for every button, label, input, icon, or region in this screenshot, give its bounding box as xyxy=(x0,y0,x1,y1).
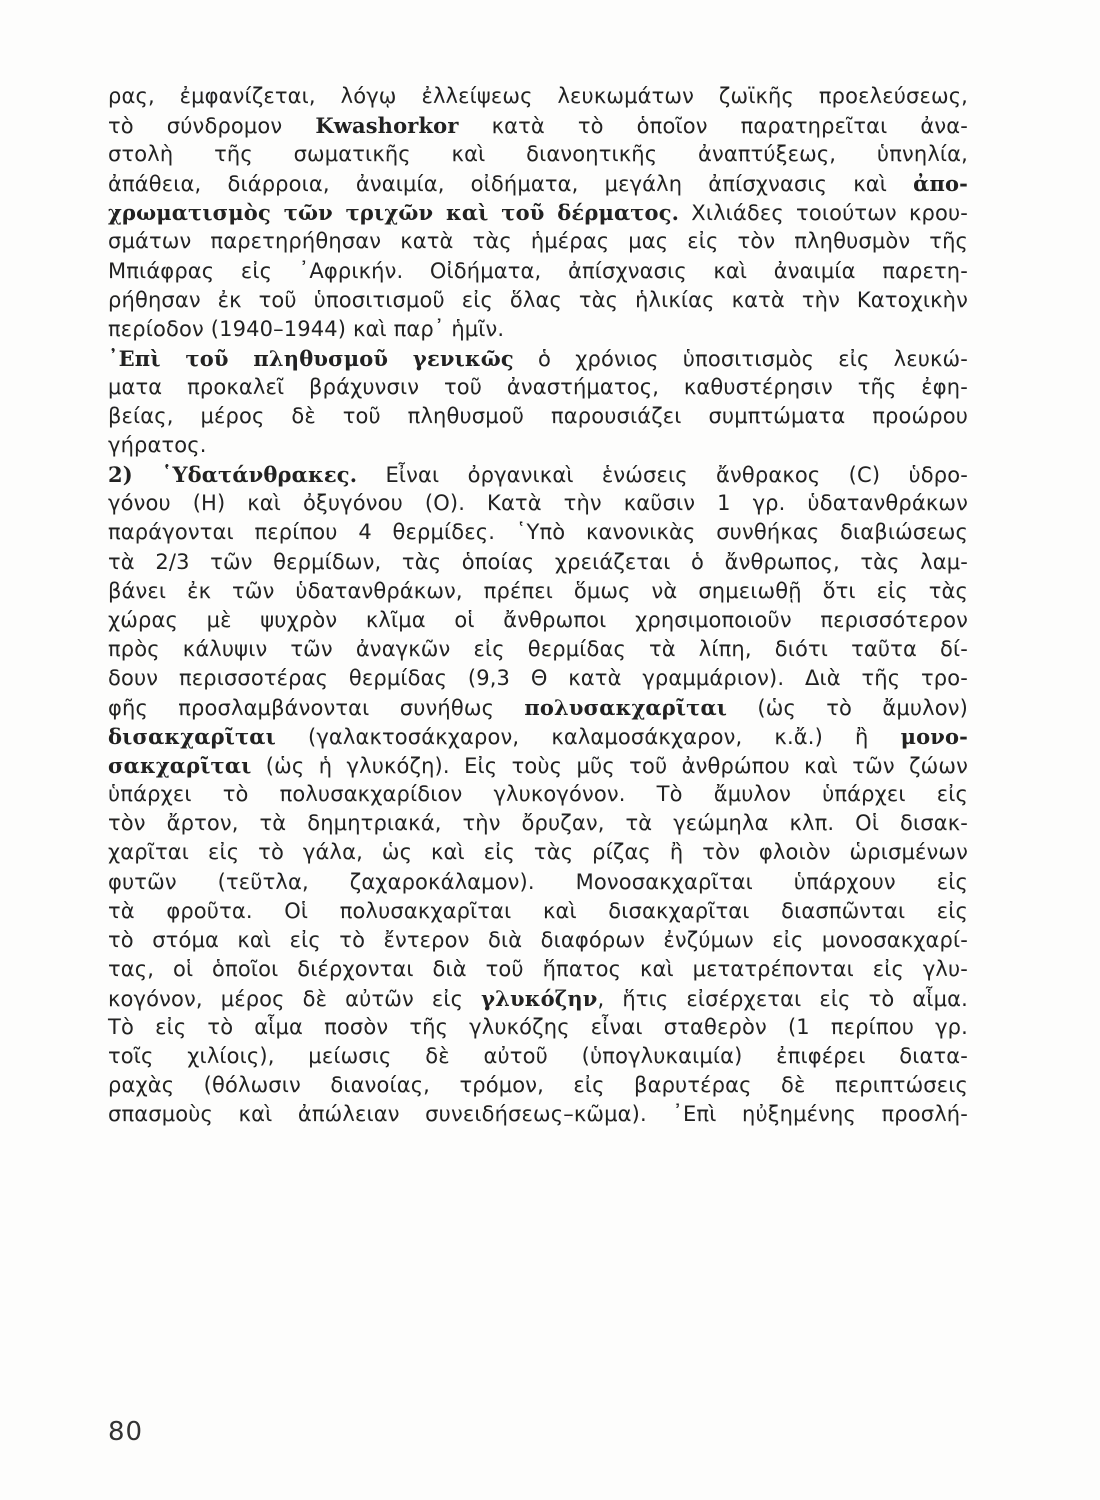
text-run: ὑπάρχει τὸ πολυσακχαρίδιον γλυκογόνον. Τὸ ἄμυλον ὑπάρχει εἰς xyxy=(108,782,968,807)
bold-term: μονο- xyxy=(900,724,968,750)
text-line xyxy=(108,664,968,693)
text-line xyxy=(108,1013,968,1042)
text-line xyxy=(108,402,968,431)
text-run: τὸ σύνδρομον xyxy=(108,114,316,139)
text-line xyxy=(108,868,968,897)
text-line xyxy=(108,606,968,635)
text-run: ματα προκαλεῖ βράχυνσιν τοῦ ἀναστήματος, καθυστέρησιν τῆς ἐφη- xyxy=(108,374,968,399)
bold-term: γλυκόζην xyxy=(481,985,598,1011)
text-line xyxy=(108,518,968,547)
text-run: στολὴ τῆς σωματικῆς καὶ διανοητικῆς ἀναπτύξεως, ὑπνηλία, xyxy=(108,142,968,167)
text-run: κατὰ τὸ ὁποῖον παρατηρεῖται ἀνα- xyxy=(458,114,969,139)
text-line xyxy=(108,1042,968,1071)
text-line xyxy=(108,838,968,867)
text-line xyxy=(108,315,968,344)
text-run: ρήθησαν ἐκ τοῦ ὑποσιτισμοῦ εἰς ὅλας τὰς ἡλικίας κατὰ τὴν Κατοχικὴν xyxy=(108,287,968,312)
text-line xyxy=(108,169,968,198)
text-line xyxy=(108,926,968,955)
text-run: τας, οἱ ὁποῖοι διέρχονται διὰ τοῦ ἥπατος καὶ μετατρέπονται εἰς γλυ- xyxy=(108,956,968,981)
text-run: τὸ στόμα καὶ εἰς τὸ ἔντερον διὰ διαφόρων ἐνζύμων εἰς μονοσακχαρί- xyxy=(108,927,968,952)
text-run: κογόνον, μέρος δὲ αὐτῶν εἰς xyxy=(108,986,482,1011)
text-line xyxy=(108,489,968,518)
text-run: Μπιάφρας εἰς ᾽Αφρικήν. Οἰδήματα, ἀπίσχνασις καὶ ἀναιμία παρετη- xyxy=(108,258,968,283)
text-run: τοῖς χιλίοις), μείωσις δὲ αὐτοῦ (ὑπογλυκαιμία) ἐπιφέρει διατα- xyxy=(108,1044,968,1069)
text-run: (γαλακτοσάκχαρον, καλαμοσάκχαρον, κ.ἄ.) ἢ xyxy=(275,725,901,750)
text-line xyxy=(108,897,968,926)
text-run: φῆς προσλαμβάνονται συνήθως xyxy=(108,695,525,720)
bold-term: ᾽Επὶ τοῦ πληθυσμοῦ γενικῶς xyxy=(108,345,514,371)
text-line xyxy=(108,780,968,809)
text-line xyxy=(108,722,968,751)
text-line xyxy=(108,1071,968,1100)
text-line xyxy=(108,751,968,780)
text-line xyxy=(108,198,968,227)
text-run: χαρῖται εἰς τὸ γάλα, ὡς καὶ εἰς τὰς ρίζας ἢ τὸν φλοιὸν ὡρισμένων xyxy=(108,840,968,865)
text-line xyxy=(108,82,968,111)
text-line xyxy=(108,460,968,489)
text-run: φυτῶν (τεῦτλα, ζαχαροκάλαμον). Μονοσακχαρῖται ὑπάρχουν εἰς xyxy=(108,869,968,894)
text-run: , ἥτις εἰσέρχεται εἰς τὸ αἷμα. xyxy=(597,986,968,1011)
bold-term: χρωματισμὸς τῶν τριχῶν καὶ τοῦ δέρματος. xyxy=(108,200,680,226)
text-line xyxy=(108,984,968,1013)
bold-term: ἀπο- xyxy=(913,171,968,197)
text-run: χώρας μὲ ψυχρὸν κλῖμα οἱ ἄνθρωποι χρησιμοποιοῦν περισσότερον xyxy=(108,607,968,632)
text-line xyxy=(108,140,968,169)
text-run: σμάτων παρετηρήθησαν κατὰ τὰς ἡμέρας μας εἰς τὸν πληθυσμὸν τῆς xyxy=(108,229,968,254)
bold-term: 2) ῾Υδατάνθρακες. xyxy=(108,462,358,488)
text-run: ὁ χρόνιος ὑποσιτισμὸς εἰς λευκώ- xyxy=(513,346,968,371)
text-line xyxy=(108,227,968,256)
text-line xyxy=(108,257,968,286)
text-run: τὸν ἄρτον, τὰ δημητριακά, τὴν ὄρυζαν, τὰ γεώμηλα κλπ. Οἱ δισακ- xyxy=(108,811,968,836)
text-run: περίοδον (1940–1944) καὶ παρ᾽ ἡμῖν. xyxy=(108,316,505,341)
text-line xyxy=(108,809,968,838)
text-line xyxy=(108,548,968,577)
text-line xyxy=(108,344,968,373)
text-run: γήρατος. xyxy=(108,433,207,458)
text-line xyxy=(108,577,968,606)
bold-term: πολυσακχαρῖται xyxy=(524,694,728,720)
text-run: βείας, μέρος δὲ τοῦ πληθυσμοῦ παρουσιάζει συμπτώματα προώρου xyxy=(108,404,968,429)
text-run: τὰ 2/3 τῶν θερμίδων, τὰς ὁποίας χρειάζεται ὁ ἄνθρωπος, τὰς λαμ- xyxy=(108,549,968,574)
text-run: ραχὰς (θόλωσιν διανοίας, τρόμον, εἰς βαρυτέρας δὲ περιπτώσεις xyxy=(108,1073,968,1098)
text-line xyxy=(108,431,968,460)
page-number: 80 xyxy=(108,1417,144,1447)
text-line xyxy=(108,373,968,402)
text-run: ρας, ἐμφανίζεται, λόγῳ ἐλλείψεως λευκωμάτων ζωϊκῆς προελεύσεως, xyxy=(108,84,968,108)
text-line xyxy=(108,1100,968,1129)
bold-term: σακχαρῖται xyxy=(108,753,252,779)
bold-term: Kwashorkor xyxy=(315,113,459,139)
text-run: Τὸ εἰς τὸ αἷμα ποσὸν τῆς γλυκόζης εἶναι σταθερὸν (1 περίπου γρ. xyxy=(108,1015,968,1039)
body-text xyxy=(108,82,968,1129)
text-run: τὰ φροῦτα. Οἱ πολυσακχαρῖται καὶ δισακχαρῖται διασπῶνται εἰς xyxy=(108,898,968,923)
text-run: βάνει ἐκ τῶν ὑδατανθράκων, πρέπει ὅμως νὰ σημειωθῇ ὅτι εἰς τὰς xyxy=(108,578,968,603)
text-line xyxy=(108,693,968,722)
text-line xyxy=(108,286,968,315)
text-run: ἀπάθεια, διάρροια, ἀναιμία, οἰδήματα, μεγάλη ἀπίσχνασις καὶ xyxy=(108,172,914,197)
text-run: πρὸς κάλυψιν τῶν ἀναγκῶν εἰς θερμίδας τὰ λίπη, διότι ταῦτα δί- xyxy=(108,636,968,661)
text-run: γόνου (Η) καὶ ὀξυγόνου (Ο). Κατὰ τὴν καῦσιν 1 γρ. ὑδατανθράκων xyxy=(108,491,968,516)
text-run: (ὡς ἡ γλυκόζη). Εἰς τοὺς μῦς τοῦ ἀνθρώπου καὶ τῶν ζώων xyxy=(251,754,968,779)
text-line xyxy=(108,635,968,664)
text-line xyxy=(108,955,968,984)
text-run: σπασμοὺς καὶ ἀπώλειαν συνειδήσεως–κῶμα). ᾽Επὶ ηὐξημένης προσλή- xyxy=(108,1102,968,1127)
text-run: Χιλιάδες τοιούτων κρου- xyxy=(679,201,969,226)
bold-term: δισακχαρῖται xyxy=(108,724,276,750)
text-line xyxy=(108,111,968,140)
text-run: παράγονται περίπου 4 θερμίδες. ῾Υπὸ κανονικὰς συνθήκας διαβιώσεως xyxy=(108,520,968,545)
text-run: (ὡς τὸ ἄμυλον) xyxy=(727,695,968,720)
text-run: δουν περισσοτέρας θερμίδας (9,3 Θ κατὰ γραμμάριον). Διὰ τῆς τρο- xyxy=(108,665,968,690)
text-run: Εἶναι ὀργανικαὶ ἑνώσεις ἄνθρακος (C) ὑδρο- xyxy=(357,463,969,488)
